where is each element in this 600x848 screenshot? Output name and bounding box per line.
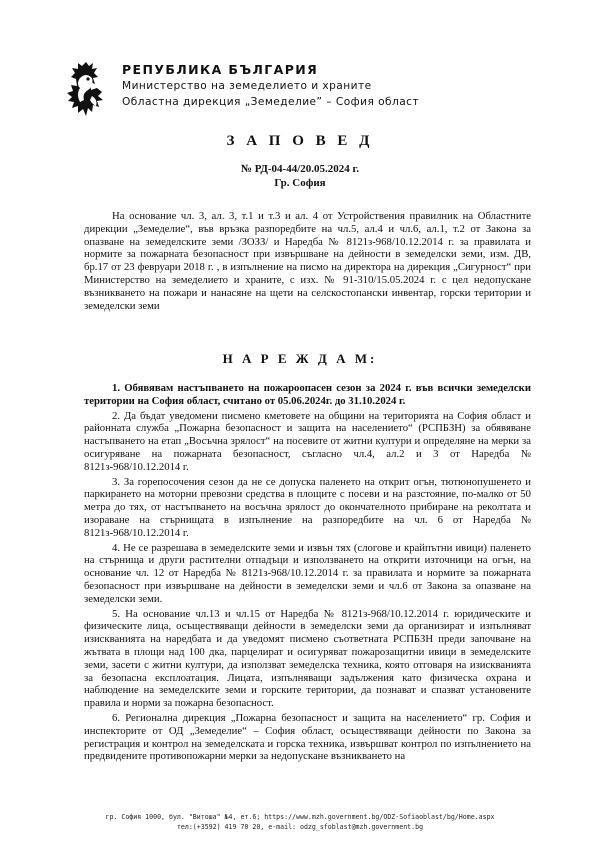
intro-paragraph [84,210,531,312]
directorate-name: Областна дирекция „Земеделие” – София област [122,96,420,108]
order-heading: Н А Р Е Ж Д А М: [222,351,378,366]
order-item-3: 3. За горепосочения сезон да не се допуска паленето на открит огън, тютюнопушенето и паркирането на моторни превозни средства в площите с посеви и на разстояние, по-малко от 50 метра до тях, от настъпването на восъчна зрялост до окончателното прибиране на реколтата и изораване на стърнищата в изпълнение на разпоредбите на чл. 6 от Наредба № 8121з-968/10.12.2014 г. [84,475,531,539]
letterhead-text [122,62,419,110]
footer-address: гр. София 1000, бул. "Витоша" №4, ет.6; https://www.mzh.government.bg/ODZ-Sofiaoblast/bg/Home.aspx [105,813,495,821]
footer-contacts: тел:(+3592) 419 70 20, e-mail: odzg_sfoblast@mzh.government.bg [176,823,424,831]
document-title: З А П О В Е Д [226,133,374,149]
order-number: № РД-04-44/20.05.2024 г. [240,163,360,175]
order-item-1: 1. Обявявам настъпването на пожароопасен сезон за 2024 г. във всички земеделски територии на София област, считано от 05.06.2024г. до 31.10.2024 г. [84,382,531,407]
ministry-name: Министерство на земеделието и храните [122,80,372,92]
order-item-4: 4. Не се разрешава в земеделските земи и извън тях (слогове и крайпътни ивици) паленето на стърнища и други растителни отпадъци и използването на открити източници на огън, на основание чл. 12 от Наредба № 8121з-968/10.12.2014 г. за правилата и нормите за пожарната безопасност при извършване на дейности в земеделски земи и чл.6 от Закона за опазване на земеделски земи. [84,541,531,605]
order-item-2: 2. Да бъдат уведомени писмено кметовете на общини на територията на София област и районната служба „Пожарна безопасност и защита на населението“ (РСПБЗН) за обявяване настъпването на етап „Восъчна зрялост“ на посевите от житни култури и определяне на мерки за осигуряване на пожарната безопасност, съгласно чл.4, ал.2 и 3 от Наредба № 8121з-968/10.12.2014 г. [84,409,531,473]
lion-crest-icon [62,60,110,118]
country-name: РЕПУБЛИКА БЪЛГАРИЯ [122,62,319,77]
order-city: Гр. София [274,177,326,189]
intro-text: На основание чл. 3, ал. 3, т.1 и т.3 и ал. 4 от Устройствения правилник на Областните дирекции „Земеделие“, във връзка разпоредбите на чл.5, ал.4 и чл.6, ал.1, т.2 от Закона за опазване на земеделските земи /ЗОЗЗ/ и Наредба № 8121з-968/10.12.2014 г. за правилата и нормите за пожарната безопасност при извършване на дейности в земеделски земи, изм. ДВ, бр.17 от 23 февруари 2018 г. , в изпълнение на писмо на директора на дирекция „Сигурност“ при Министерство на земеделието и храните, с изх. № 91-310/15.05.2024 г. с цел недопускане възникването на пожари и нанасяне на щети на селскостопански инвентар, горски територии и земеделски земи [84,210,531,312]
order-item-6: 6. Регионална дирекция „Пожарна безопасност и защита на населението“ гр. София и инспекторите от ОД „Земеделие“ – София област, осъществяващи дейности по Закона за регистрация и контрол на земеделската и горска техника, извършват контрол по изпълнението на предвидените противопожарни мерки за недопускане възникването на [84,711,531,763]
page-footer [0,812,600,832]
order-reference [0,162,600,190]
order-items [84,382,531,765]
order-item-5: 5. На основание чл.13 и чл.15 от Наредба № 8121з-968/10.12.2014 г. юридическите и физическите лица, осъществяващи дейности в земеделски земи да организират и изпълняват изискванията на наредбата и да уведомят писмено съответната РСПБЗН преди започване на жътвата в площи над 100 дка, парцелират и осигуряват пожарозащитни ивици в земеделските земи, засети с житни култури, да използват земеделска техника, която отговаря на изискванията за безопасна експлоатация. Лицата, изпълняващи задължения като физическа охрана и наблюдение на земеделските земи и горските територии, да познават и спазват установените правила и норми за пожарна безопасност. [84,607,531,710]
letterhead [62,58,542,120]
